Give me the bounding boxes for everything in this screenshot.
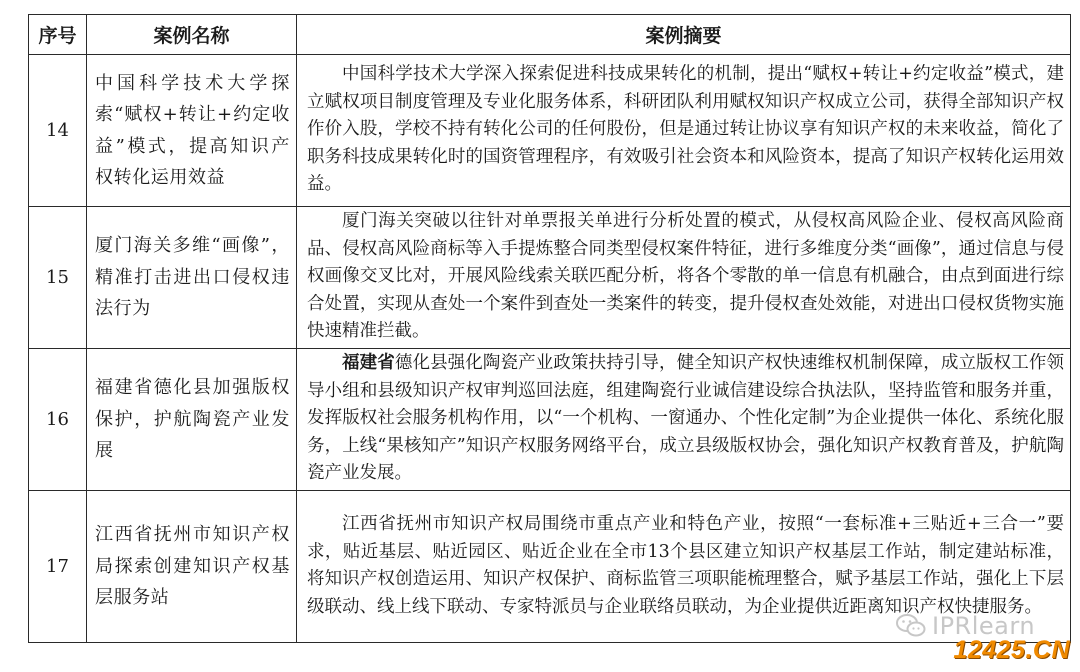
table-row: [29, 349, 1071, 491]
summary-text: 厦门海关突破以往针对单票报关单进行分析处置的模式，从侵权高风险企业、侵权高风险商品、侵权高风险商标等入手提炼整合同类型侵权案件特征，进行多维度分类“画像”，通过信息与侵权画像交叉比对，开展风险线索关联匹配分析，将各个零散的单一信息有机融合，由点到面进行综合处置，实现从查处一个案件到查处一类案件的转变，提升侵权查处效能，对进出口侵权货物实施快速精准拦截。: [307, 211, 1064, 342]
case-name: 江西省抚州市知识产权局探索创建知识产权基层服务站: [87, 491, 297, 643]
summary-text: 德化县强化陶瓷产业政策扶持引导，健全知识产权快速维权机制保障，成立版权工作领导小组和县级知识产权审判巡回法庭，组建陶瓷行业诚信建设综合执法队，坚持监管和服务并重，发挥版权社会服务机构作用，以“一个机构、一窗通办、个性化定制”为企业提供一体化、系统化服务，上线“果核知产”知识产权服务网络平台，成立县级版权协会，强化知识产权教育普及，护航陶瓷产业发展。: [307, 353, 1065, 484]
summary-text: 江西省抚州市知识产权局围绕市重点产业和特色产业，按照“一套标准+三贴近+三合一”要求，贴近基层、贴近园区、贴近企业在全市13个县区建立知识产权基层工作站，制定建站标准，将知识产权创造运用、知识产权保护、商标监管三项职能梳理整合，赋予基层工作站，强化上下层级联动、线上线下联动、专家特派员与企业联络员联动，为企业提供近距离知识产权快捷服务。: [307, 514, 1064, 617]
header-number: 序号: [29, 15, 87, 55]
table-row: [29, 491, 1071, 643]
case-number: 16: [29, 349, 87, 491]
case-number: 17: [29, 491, 87, 643]
case-number: 15: [29, 207, 87, 349]
case-number: 14: [29, 55, 87, 207]
table-header-row: [29, 15, 1071, 55]
watermark-text: IPRlearn: [932, 612, 1036, 640]
case-summary: [297, 55, 1071, 207]
case-name: 厦门海关多维“画像”，精准打击进出口侵权违法行为: [87, 207, 297, 349]
header-case-name: 案例名称: [87, 15, 297, 55]
table-row: [29, 207, 1071, 349]
case-table: [28, 14, 1071, 643]
case-summary: [297, 491, 1071, 643]
case-name: 中国科学技术大学探索“赋权+转让+约定收益”模式，提高知识产权转化运用效益: [87, 55, 297, 207]
case-name: 福建省德化县加强版权保护，护航陶瓷产业发展: [87, 349, 297, 491]
header-case-summary: 案例摘要: [297, 15, 1071, 55]
case-summary: [297, 207, 1071, 349]
site-logo: 12425.CN: [953, 636, 1070, 664]
summary-text: 中国科学技术大学深入探索促进科技成果转化的机制，提出“赋权+转让+约定收益”模式，建立赋权项目制度管理及专业化服务体系，科研团队利用赋权知识产权成立公司，获得全部知识产权作价入股，学校不持有转化公司的任何股份，但是通过转让协议享有知识产权的未来收益，简化了职务科技成果转化时的国资管理程序，有效吸引社会资本和风险资本，提高了知识产权转化运用效益。: [307, 64, 1064, 195]
case-summary: [297, 349, 1071, 491]
table-row: [29, 55, 1071, 207]
summary-highlight: 福建省: [342, 353, 395, 374]
